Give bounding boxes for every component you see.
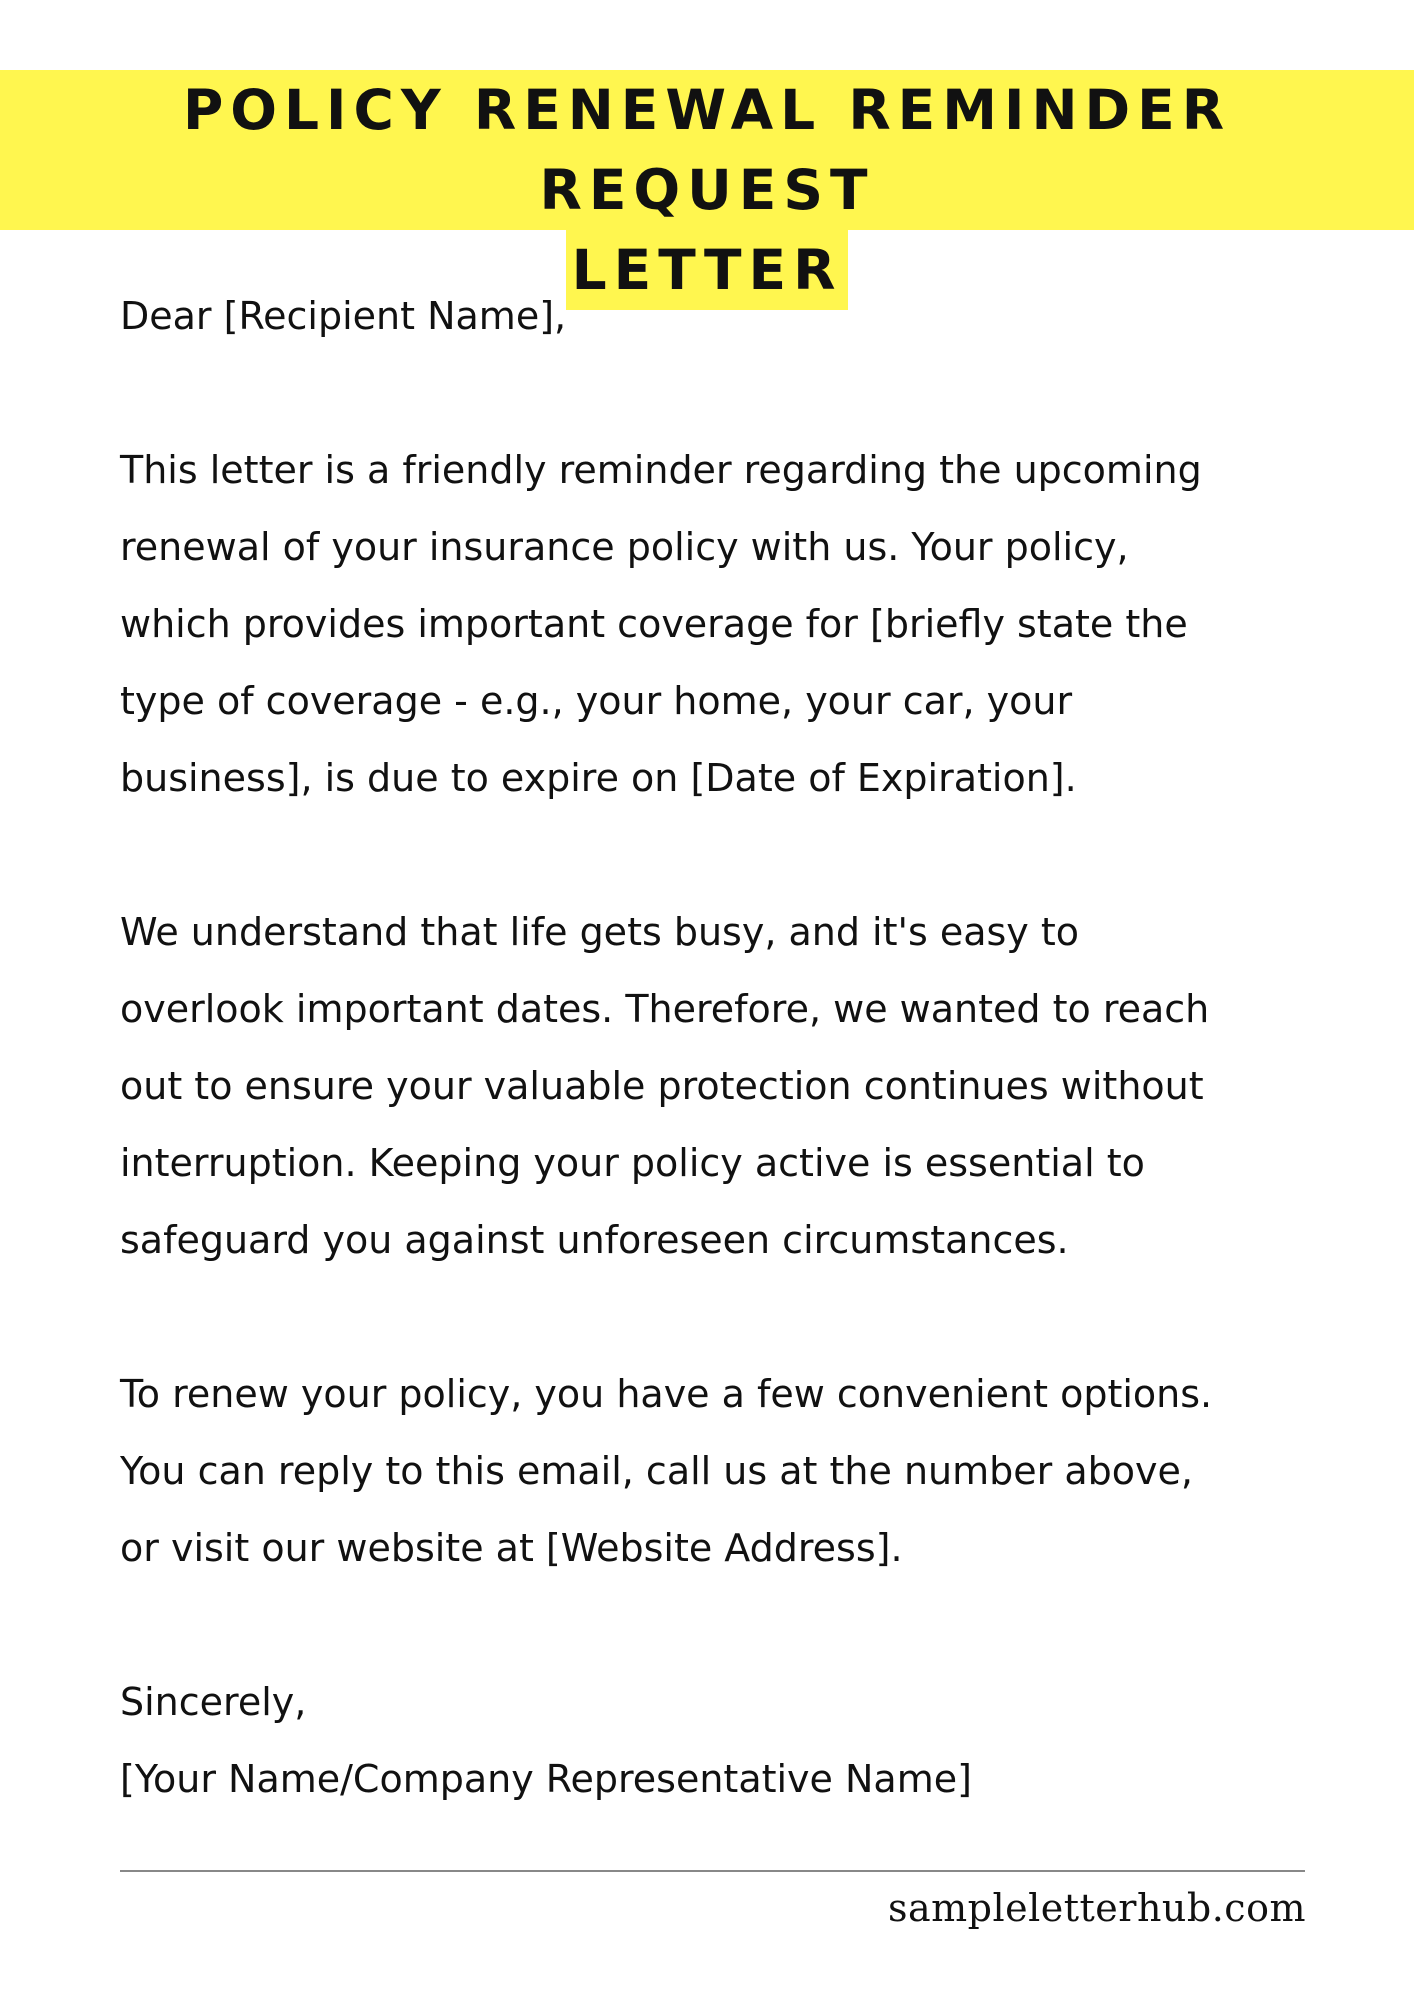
title-line-1: POLICY RENEWAL REMINDER REQUEST (0, 70, 1414, 230)
paragraph-3-line: To renew your policy, you have a few convenient options. (120, 1372, 1213, 1416)
paragraph-2-line: safeguard you against unforeseen circumstances. (120, 1218, 1069, 1262)
paragraph-1 (120, 432, 1370, 817)
paragraph-1-line: which provides important coverage for [briefly state the (120, 602, 1188, 646)
salutation (120, 278, 1370, 355)
paragraph-2 (120, 894, 1370, 1279)
paragraph-3-line: or visit our website at [Website Address]. (120, 1526, 903, 1570)
paragraph-2-line: We understand that life gets busy, and it's easy to (120, 910, 1080, 954)
signoff-block (120, 1664, 1370, 1818)
paragraph-1-line: renewal of your insurance policy with us. Your policy, (120, 525, 1129, 569)
paragraph-1-line: type of coverage - e.g., your home, your car, your (120, 679, 1073, 723)
letter-body (120, 278, 1370, 1895)
paragraph-3 (120, 1356, 1370, 1587)
footer-site-name: sampleletterhub.com (887, 1886, 1306, 1930)
letter-title (0, 70, 1414, 310)
paragraph-2-line: overlook important dates. Therefore, we wanted to reach (120, 987, 1210, 1031)
salutation-text: Dear [Recipient Name], (120, 294, 567, 338)
signature: [Your Name/Company Representative Name] (120, 1757, 972, 1801)
footer-divider (120, 1870, 1305, 1872)
closing: Sincerely, (120, 1680, 307, 1724)
paragraph-1-line: This letter is a friendly reminder regarding the upcoming (120, 448, 1202, 492)
paragraph-1-line: business], is due to expire on [Date of Expiration]. (120, 756, 1077, 800)
paragraph-2-line: interruption. Keeping your policy active is essential to (120, 1141, 1145, 1185)
title-line-2: LETTER (566, 230, 849, 310)
paragraph-3-line: You can reply to this email, call us at the number above, (120, 1449, 1193, 1493)
paragraph-2-line: out to ensure your valuable protection continues without (120, 1064, 1204, 1108)
